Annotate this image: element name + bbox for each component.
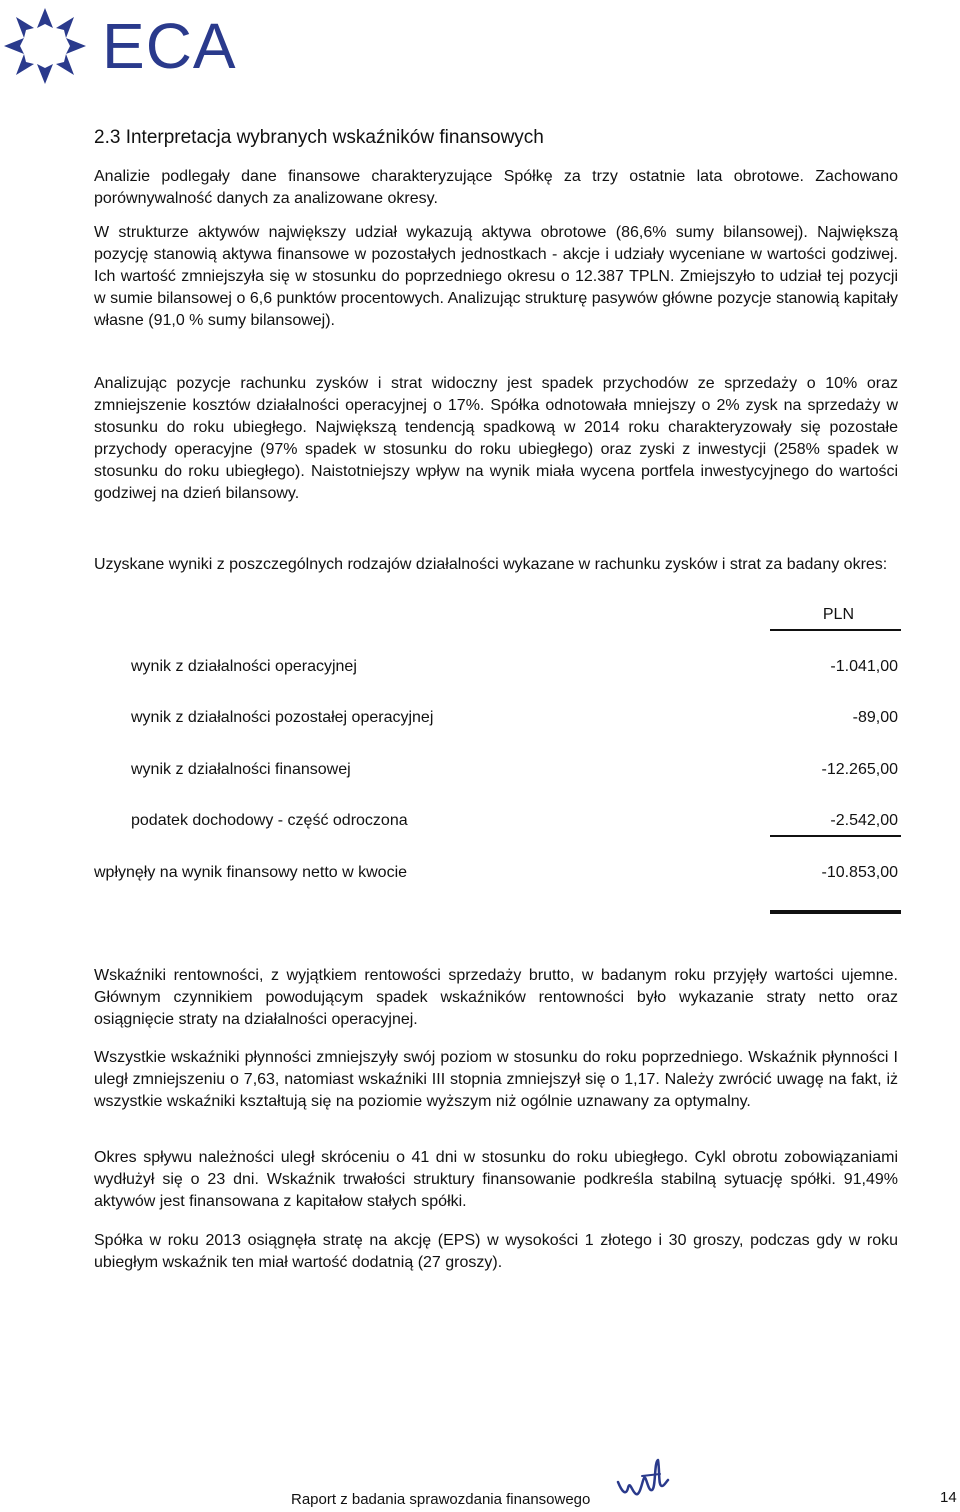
table-header-rule — [770, 629, 901, 631]
row-value: -89,00 — [852, 709, 898, 726]
paragraph-profitability: Wskaźniki rentowności, z wyjątkiem rentowości sprzedaży brutto, w badanym roku przyjęły wartości ujemne. Głównym czynnikiem powodującym spadek wskaźników rentowności było wykazanie straty netto oraz osiągnięcie straty na działalności operacyjnej. — [94, 967, 898, 1028]
currency-label: PLN — [822, 606, 854, 623]
footer-title: Raport z badania sprawozdania finansowego — [291, 1491, 591, 1508]
row-value: -12.265,00 — [821, 761, 898, 778]
row-value: -1.041,00 — [830, 658, 898, 675]
row-label: wynik z działalności finansowej — [131, 761, 351, 778]
row-value: -2.542,00 — [830, 812, 898, 829]
page-number: 14 — [940, 1489, 957, 1506]
total-value: -10.853,00 — [821, 864, 898, 881]
paragraph-eps: Spółka w roku 2013 osiągnęła stratę na akcję (EPS) w wysokości 1 złotego i 30 groszy, podczas gdy w roku ubiegłym wskaźnik ten miał wartość dodatnią (27 groszy). — [94, 1232, 898, 1271]
paragraph-balance-structure: W strukturze aktywów największy udział wykazują aktywa obrotowe (86,6% sumy bilansowej). Największą pozycję stanowią aktywa finansowe w pozostałych jednostkach - akcje i udziały wyceniane w wartości godziwej. Ich wartość zmniejszyła się w stosunku do poprzedniego okresu o 12.387 TPLN. Zmiejszyło to udział tej pozycji w sumie bilansowej o 6,6 punktów procentowych. Analizując strukturę pasywów główne pozycje stanowią kapitały własne (91,0 % sumy bilansowej). — [94, 224, 898, 329]
row-label: wynik z działalności pozostałej operacyjnej — [131, 709, 434, 726]
table-subtotal-rule — [770, 835, 901, 837]
star-burst-logo-icon — [0, 4, 90, 88]
section-title: 2.3 Interpretacja wybranych wskaźników finansowych — [94, 127, 544, 148]
paragraph-income-statement: Analizując pozycje rachunku zysków i strat widoczny jest spadek przychodów ze sprzedaży o 10% oraz zmniejszenie kosztów działalności operacyjnej o 17%. Spółka odnotowała mniejszy o 2% zysk na sprzedaży w stosunku do roku ubiegłego. Największą tendencją spadkową w 2014 roku charakteryzowały się pozostałe przychody operacyjne (97% spadek w stosunku do roku ubiegłego) oraz zyski z inwestycji (258% spadek w stosunku do roku ubiegłego). Naistotniejszy wpływ na wynik miała wycena portfela inwestycyjnego do wartości godziwej na dzień bilansowy. — [94, 375, 898, 502]
paragraph-turnover: Okres spływu należności uległ skróceniu o 41 dni w stosunku do roku ubiegłego. Cykl obrotu zobowiązaniami wydłużył się o 23 dni. Wskaźnik trwałości struktury finansowanie podkreśla stabilną sytuację spółki. 91,49% aktywów jest finansowana z kapitałow stałych spółki. — [94, 1149, 898, 1210]
logo-text: ECA — [102, 10, 237, 82]
row-label: podatek dochodowy - część odroczona — [131, 812, 408, 829]
paragraph-data-scope: Analizie podlegały dane finansowe charakteryzujące Spółkę za trzy ostatnie lata obrotowe. Zachowano porównywalność danych za analizowane okresy. — [94, 168, 898, 207]
paragraph-liquidity: Wszystkie wskaźniki płynności zmniejszyły swój poziom w stosunku do roku poprzedniego. Wskaźnik płynności I uległ zmniejszeniu o 7,63, natomiast wskaźniki III stopnia zmniejszył się o 1,17. Należy zwrócić uwagę na fakt, iż wszystkie wskaźniki kształtują się na poziomie wyższym niż ogólnie uznawany za optymalny. — [94, 1049, 898, 1110]
company-logo — [0, 4, 240, 84]
row-label: wynik z działalności operacyjnej — [131, 658, 357, 675]
signature-icon — [612, 1452, 670, 1502]
paragraph-results-intro: Uzyskane wyniki z poszczególnych rodzajów działalności wykazane w rachunku zysków i strat za badany okres: — [94, 556, 888, 573]
table-total-rule — [770, 910, 901, 914]
total-label: wpłynęły na wynik finansowy netto w kwocie — [94, 864, 408, 881]
